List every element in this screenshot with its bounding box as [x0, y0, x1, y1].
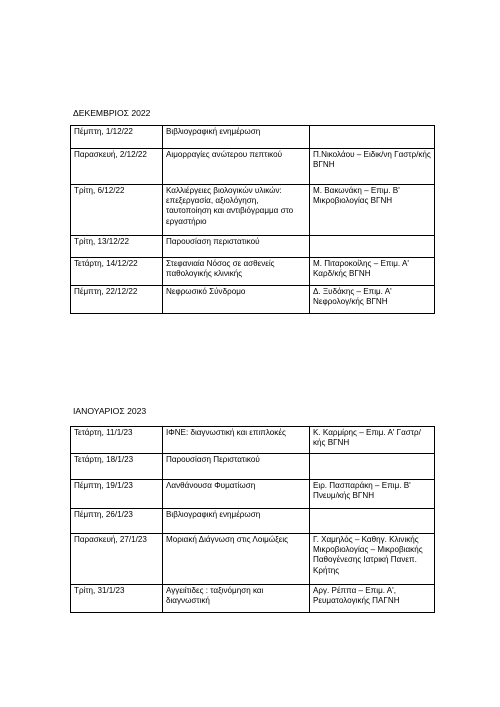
speaker-cell: [310, 509, 435, 534]
date-cell: Πέμπτη, 1/12/22: [71, 126, 163, 149]
date-cell: Τετάρτη, 14/12/22: [71, 258, 163, 286]
table-row: [71, 126, 435, 149]
table-row: [71, 149, 435, 185]
date-cell: Πέμπτη, 19/1/23: [71, 480, 163, 509]
date-cell: Τρίτη, 13/12/22: [71, 236, 163, 258]
table-row: [71, 534, 435, 585]
speaker-cell: Μ. Πιταροκοίλης – Επιμ. Α' Καρδ/κής ΒΓΝΗ: [310, 258, 435, 286]
speaker-cell: Π.Νικολάου – Ειδικ/νη Γαστρ/κής ΒΓΝΗ: [310, 149, 435, 185]
speaker-cell: Μ. Βακωνάκη – Επιμ. Β' Μικροβιολογίας ΒΓΝΗ: [310, 185, 435, 236]
speaker-cell: Δ. Ξυδάκης – Επιμ. Α' Νεφρολογ/κής ΒΓΝΗ: [310, 286, 435, 314]
table-row: [71, 585, 435, 613]
speaker-cell: [310, 454, 435, 480]
speaker-cell: [310, 126, 435, 149]
topic-cell: Νεφρωσικό Σύνδρομο: [163, 286, 310, 314]
table-row: [71, 480, 435, 509]
date-cell: Πέμπτη, 26/1/23: [71, 509, 163, 534]
date-cell: Παρασκευή, 27/1/23: [71, 534, 163, 585]
topic-cell: Λανθάνουσα Φυματίωση: [163, 480, 310, 509]
topic-cell: Βιβλιογραφική ενημέρωση: [163, 126, 310, 149]
table-row: [71, 286, 435, 314]
topic-cell: Στεφανιαία Νόσος σε ασθενείς παθολογικής κλινικής: [163, 258, 310, 286]
topic-cell: Μοριακή Διάγνωση στις Λοιμώξεις: [163, 534, 310, 585]
date-cell: Τρίτη, 31/1/23: [71, 585, 163, 613]
topic-cell: Παρουσίαση περιστατικού: [163, 236, 310, 258]
date-cell: Τρίτη, 6/12/22: [71, 185, 163, 236]
topic-cell: ΙΦΝΕ: διαγνωστική και επιπλοκές: [163, 427, 310, 454]
topic-cell: Βιβλιογραφική ενημέρωση: [163, 509, 310, 534]
topic-cell: Αιμορραγίες ανώτερου πεπτικού: [163, 149, 310, 185]
date-cell: Πέμπτη, 22/12/22: [71, 286, 163, 314]
january-schedule-table: [70, 426, 435, 613]
table-row: [71, 509, 435, 534]
table-row: [71, 185, 435, 236]
speaker-cell: Αργ. Ρέππα – Επιμ. Α', Ρευματολογικής ΠΑΓΝΗ: [310, 585, 435, 613]
table-row: [71, 427, 435, 454]
table-row: [71, 258, 435, 286]
january-title: ΙΑΝΟΥΑΡΙΟΣ 2023: [73, 406, 147, 416]
december-schedule-table: [70, 125, 435, 314]
topic-cell: Αγγειίτιδες : ταξινόμηση και διαγνωστική: [163, 585, 310, 613]
date-cell: Παρασκευή, 2/12/22: [71, 149, 163, 185]
table-row: [71, 454, 435, 480]
speaker-cell: Γ. Χαμηλός – Καθηγ. Κλινικής Μικροβιολογίας – Μικροβιακής Παθογένεσης Ιατρική Πανεπ. Κρήτης: [310, 534, 435, 585]
speaker-cell: Κ. Καρμίρης – Επιμ. Α' Γαστρ/κής ΒΓΝΗ: [310, 427, 435, 454]
speaker-cell: [310, 236, 435, 258]
topic-cell: Καλλιέργειες βιολογικών υλικών: επεξεργασία, αξιολόγηση, ταυτοποίηση και αντιβιόγραμμα στο εργαστήριο: [163, 185, 310, 236]
speaker-cell: Ειρ. Πασπαράκη – Επιμ. Β' Πνευμ/κής ΒΓΝΗ: [310, 480, 435, 509]
date-cell: Τετάρτη, 11/1/23: [71, 427, 163, 454]
topic-cell: Παρουσίαση Περιστατικού: [163, 454, 310, 480]
december-title: ΔΕΚΕΜΒΡΙΟΣ 2022: [73, 108, 151, 118]
table-row: [71, 236, 435, 258]
date-cell: Τετάρτη, 18/1/23: [71, 454, 163, 480]
